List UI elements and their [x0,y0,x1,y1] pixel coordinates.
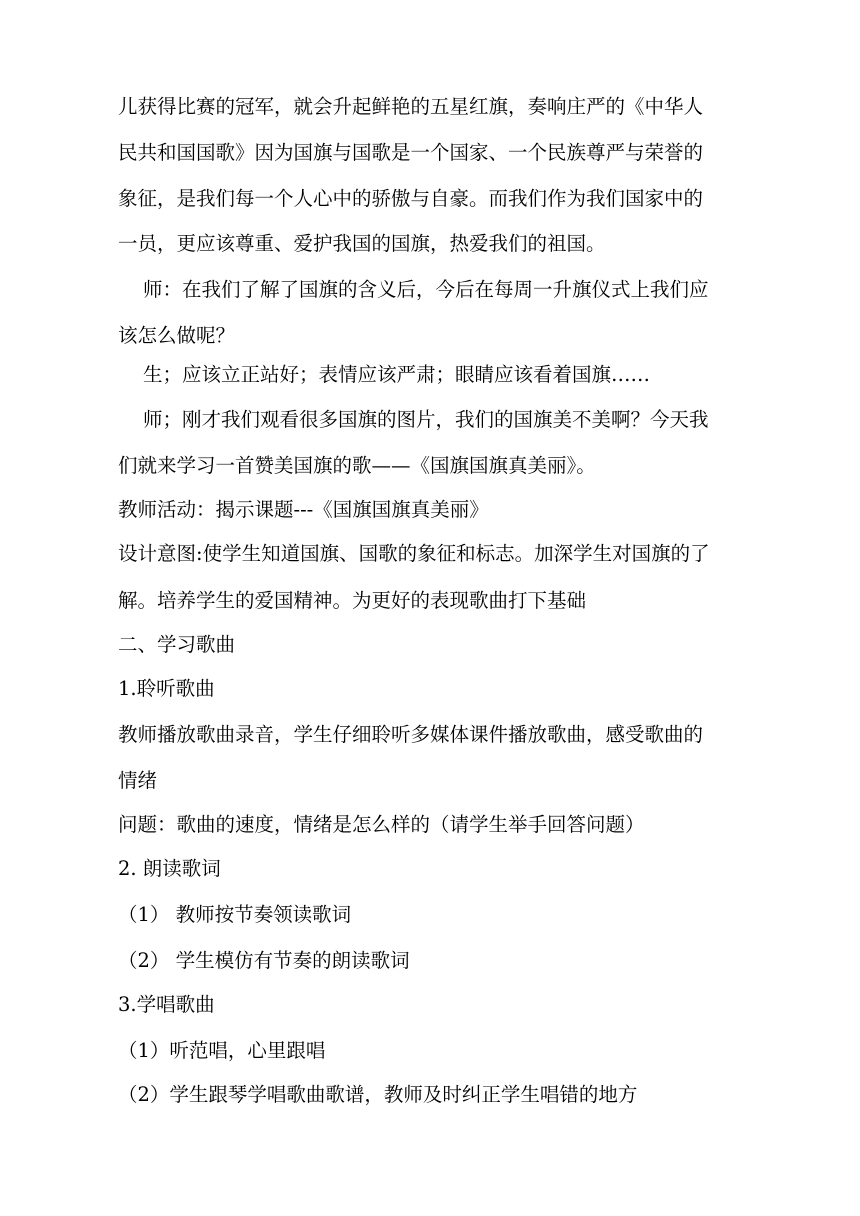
paragraph-line: 民共和国国歌》因为国旗与国歌是一个国家、一个民族尊严与荣誉的 [118,141,704,164]
paragraph-line: 一员，更应该尊重、爱护我国的国旗，热爱我们的祖国。 [118,232,606,255]
paragraph-line: 们就来学习一首赞美国旗的歌——《国旗国旗真美丽》。 [118,454,596,477]
paragraph-line: 儿获得比赛的冠军，就会升起鲜艳的五星红旗，奏响庄严的《中华人 [118,95,704,118]
list-item: （1）听范唱，心里跟唱 [118,1039,326,1062]
paragraph-line: 教师播放歌曲录音，学生仔细聆听多媒体课件播放歌曲，感受歌曲的 [118,723,704,746]
subsection-heading: 2. 朗读歌词 [118,857,221,880]
paragraph-line: 象征，是我们每一个人心中的骄傲与自豪。而我们作为我们国家中的 [118,187,704,210]
paragraph-line: 情绪 [118,769,158,792]
list-item: （1） 教师按节奏领读歌词 [118,903,352,926]
teacher-line: 师；刚才我们观看很多国旗的图片，我们的国旗美不美啊？今天我 [143,408,709,431]
teacher-activity-line: 教师活动：揭示课题---《国旗国旗真美丽》 [118,498,489,521]
paragraph-line: 该怎么做呢？ [118,324,236,347]
paragraph-line: 解。培养学生的爱国精神。为更好的表现歌曲打下基础 [118,589,587,612]
design-intent-line: 设计意图:使学生知道国旗、国歌的象征和标志。加深学生对国旗的了 [118,542,710,565]
teacher-line: 师：在我们了解了国旗的含义后，今后在每周一升旗仪式上我们应 [143,278,709,301]
list-item: （2） 学生模仿有节奏的朗读歌词 [118,949,410,972]
student-line: 生；应该立正站好；表情应该严肃；眼睛应该看着国旗…… [143,363,651,386]
list-item: （2）学生跟琴学唱歌曲歌谱，教师及时纠正学生唱错的地方 [118,1083,638,1106]
question-line: 问题：歌曲的速度，情绪是怎么样的（请学生举手回答问题） [118,813,645,836]
section-heading: 二、学习歌曲 [118,633,236,656]
subsection-heading: 1.聆听歌曲 [118,677,215,700]
subsection-heading: 3.学唱歌曲 [118,993,215,1016]
